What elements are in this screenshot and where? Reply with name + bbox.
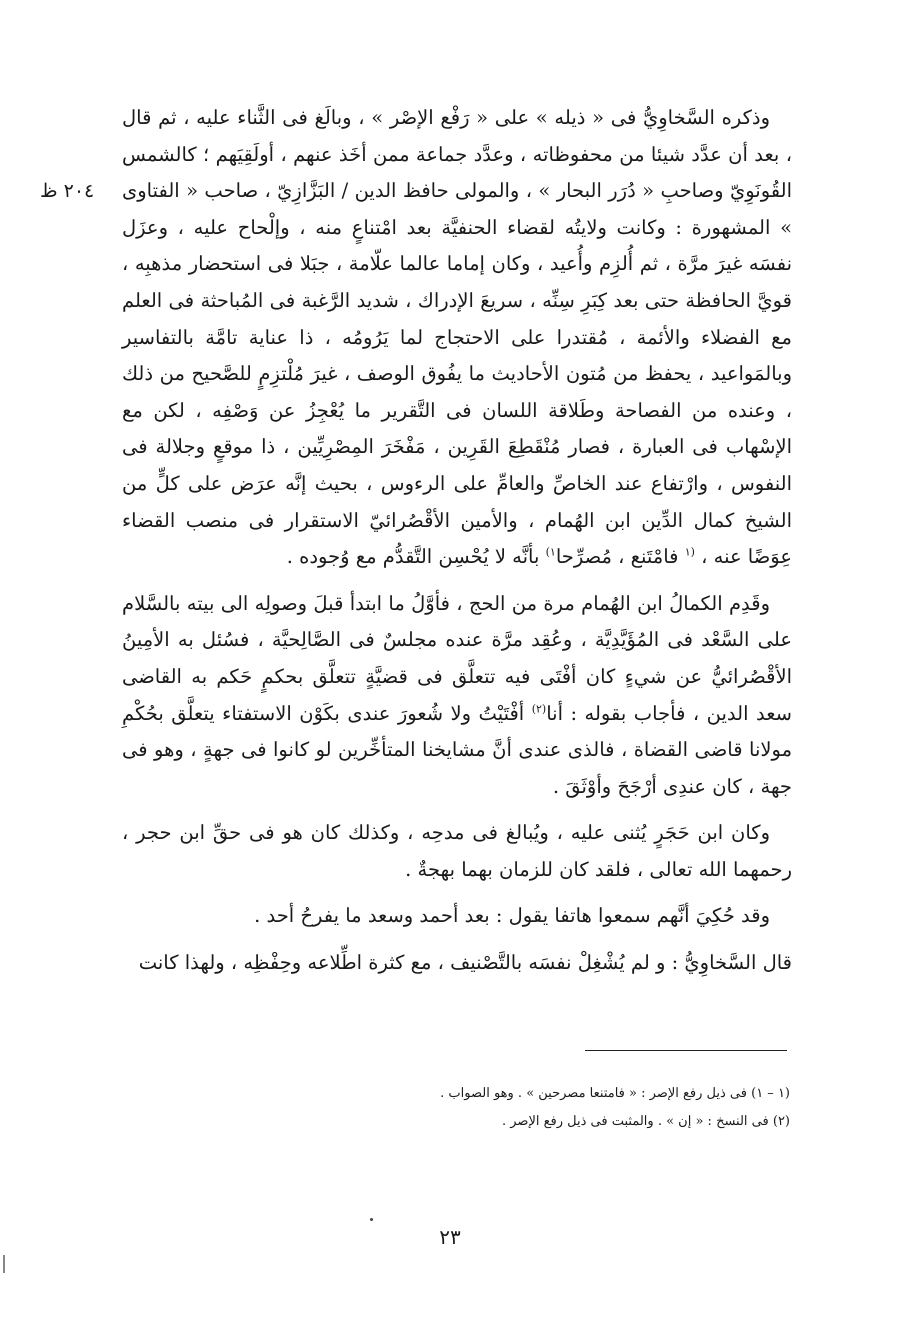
text-line: « الفتاوى » المشهورة : وكانت ولايتُه لقضاء الحنفيَّة بعد امْتناعٍ منه ، وإلْحاح عليه ،: [122, 179, 793, 239]
footnote-ref-2: (٢): [531, 702, 547, 715]
text-line: قاضى القضاة ، فالذى عندى أنَّ مشايخنا المتأخِّرين لو كانوا فى جهةٍ ، وهو فى جهة ،: [122, 738, 792, 798]
text-line: أفْتَيْتُ ولا شُعورَ عندى بكَوْن الاستفتاء يتعلَّق بحُكْمِ مولانا: [122, 701, 793, 762]
footnote-ref-1-open: (١: [684, 545, 695, 559]
text-line: وذكره السَّخاوِيُّ فى « ذيله » على « رَفْع الإصْر » ، وبالَغ فى الثَّناء عليه ، ثم قال ،: [122, 106, 792, 166]
paragraph-4: [122, 898, 792, 935]
paragraph-5: [122, 945, 792, 982]
text-line: مذهبِه ، قويَّ الحافظة حتى بعد كِبَرِ سِنِّه ، سريعَ الإدراك ، شديد الرَّغبة فى المُباحثة: [122, 252, 792, 312]
paragraph-3: [122, 815, 792, 888]
scan-edge-mark: [3, 1255, 5, 1273]
text-line: النفوس ، وارْتفاع عند الخاصِّ والعامِّ على الرءوس ، بحيث إنَّه عرَض على كلٍّ من الشيخ: [122, 471, 792, 532]
text-line: بعد أن عدَّد شيئا من محفوظاته ، وعدَّد جماعة ممن أخَذ عنهم ، أولَقِيَهم ؛ كالشمس: [122, 142, 780, 166]
text-line: كمال الدِّين ابن الهُمام ، والأمين الأقْصُرائيّ الاستقرار فى منصب القضاء عِوَضًا عنه ،: [122, 508, 792, 569]
footnote-2: (٢) فى النسخ : « إن » . والمثبت فى ذيل رفع الإصر .: [501, 1114, 790, 1129]
text-line: رحمهما الله تعالى ، فلقد كان للزمان بهما بهجةٌ .: [405, 857, 792, 881]
paragraph-2: [122, 586, 792, 806]
text-line: الأقْصُرائيُّ عن شيءٍ كان أفْتَى فيه تتعلَّق فى قضيَّةٍ تتعلَّق بحكمٍ حَكم به القاضى سعد الدين ،: [122, 664, 792, 725]
footnote-1: (١ – ١) فى ذيل رفع الإصر : « فامتنعا مصرحين » . وهو الصواب .: [440, 1086, 790, 1101]
text-line: وقَدِم الكمالُ ابن الهُمام مرة من الحج ، فأوَّلُ ما ابتدأ قبلَ وصولِه الى بيته بالسَّلام: [122, 591, 770, 615]
text-line: فى العلم مع الفضلاء والأئمة ، مُقتدرا على الاحتجاج لما يَرُومُه ، ذا عناية تامَّة بالتفاسير: [122, 288, 792, 349]
text-line: الإسْهاب فى العبارة ، فصار مُنْقَطِعَ القَرِين ، مَفْخَرَ المِصْرِيِّين ، ذا موقعٍ وجلالة فى: [122, 435, 792, 459]
text-line: وكان ابن حَجَرٍ يُثنى عليه ، ويُبالغ فى مدحِه ، وكذلك كان هو فى حقِّ ابن حجر ،: [122, 821, 770, 845]
main-text: [122, 100, 792, 982]
ink-speck: [370, 1218, 373, 1221]
text-line: فأجاب بقوله : أنا: [546, 701, 686, 725]
footnote-ref-1-close: ١): [545, 545, 556, 559]
paragraph-1: [122, 100, 792, 576]
text-line: القُونَوِيّ وصاحبِ « دُرَر البحار » ، والمولى حافظ الدين / البَزَّازِيّ ، صاحب: [204, 179, 793, 203]
text-line: وقد حُكِيَ أنَّهم سمعوا هاتفا يقول : بعد أحمد وسعد ما يفرحُ أحد .: [254, 904, 770, 928]
text-line: كان عندِى أرْجَحَ وأوْثَقَ .: [552, 774, 742, 798]
footnotes: [300, 1080, 790, 1136]
page-number: ٢٣: [439, 1225, 461, 1249]
margin-folio-note: ٢٠٤ ظ: [40, 180, 95, 202]
text-line: وعزَل نفسَه غيرَ مرَّة ، ثم أُلزِم وأُعيد ، وكان إماما عالما علّامة ، جبَلا فى استحضار: [122, 215, 792, 276]
footnote-separator: [585, 1050, 787, 1051]
text-line: فامْتَنع ، مُصرِّحا: [555, 545, 679, 569]
text-line: ذلك ، وعنده من الفصاحة وطَلاقة اللسان فى التَّقرير ما يُعْجِزُ عن وَصْفِه ، لكن مع: [122, 362, 792, 422]
text-line: على السَّعْد فى المُؤَيَّدِيَّة ، وعُقِد مرَّة عنده مجلسٌ فى الصَّالِحيَّة ، فسُئل به الأمِينُ: [122, 628, 792, 652]
text-line: بأنَّه لا يُحْسِن التَّقدُّم مع وُجوده .: [286, 545, 540, 569]
text-line: قال السَّخاوِيُّ : و لم يُشْغِلْ نفسَه بالتَّصْنيف ، مع كثرة اطِّلاعه وحِفْظِه ، ولهذا كانت: [138, 951, 792, 975]
text-line: وبالمَواعيد ، يحفظ من مُتون الأحاديث ما يفُوق الوصف ، غيرَ مُلْتزِمٍ للصَّحيح من: [159, 362, 793, 386]
